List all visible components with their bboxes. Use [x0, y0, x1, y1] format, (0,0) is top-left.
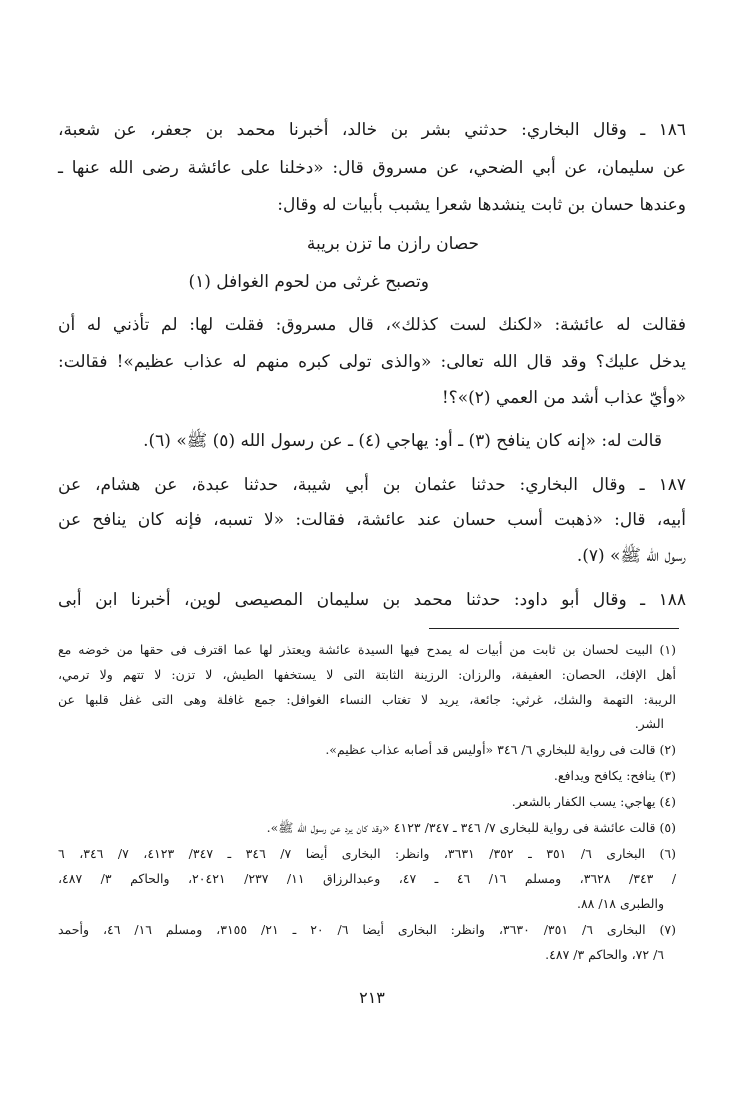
verse-line-2: وتصبح غرثى من لحوم الغوافل (١)	[188, 272, 429, 292]
footnote-3: (٣) ينافح: يكافح ويدافع.	[553, 768, 676, 783]
footnote-1-line-2: أهل الإفك، الحصان: العفيفة، والرزان: الرزينة الثابتة التى لا يستخفها الطيش، لا تزن: لا تتهم ولا ترمي،	[58, 667, 676, 682]
footnote-4: (٤) يهاجي: يسب الكفار بالشعر.	[511, 794, 676, 809]
footnote-divider	[429, 628, 679, 629]
footnote-2: (٢) قالت فى رواية للبخاري ٦/ ٣٤٦ «أوليس قد أصابه عذاب عظيم».	[325, 742, 676, 757]
hadith-186-line-2: عن سليمان، عن أبي الضحي، عن مسروق قال: «دخلنا على عائشة رضى الله عنها ـ	[58, 158, 686, 178]
verse-line-1: حصان رازن ما تزن بريبة	[306, 234, 479, 254]
hadith-186-cont-line-3: «وأيّ عذاب أشد من العمي (٢)»؟!	[441, 388, 686, 408]
footnote-1-line-4: الشر.	[634, 716, 664, 731]
footnote-6-line-1: (٦) البخارى ٦/ ٣٥١ ـ ٣٥٢/ ٣٦٣١، وانظر: البخارى أيضا ٧/ ٣٤٦ ـ ٣٤٧/ ٤١٢٣، ٧/ ٣٤٦، ٦	[58, 846, 677, 861]
footnote-1-line-1: (١) البيت لحسان بن ثابت من أبيات له يمدح فيها السيدة عائشة ويعتذر لها عما اقترف فى حقها من خوضه مع	[58, 642, 676, 657]
hadith-186-cont-line-2: يدخل عليك؟ وقد قال الله تعالى: «والذى تولى كبره منهم له عذاب عظيم»! فقالت:	[58, 352, 686, 372]
footnote-7-line-2: ٦/ ٧٢، والحاكم ٣/ ٤٨٧.	[545, 947, 664, 962]
hadith-186-cont-line-4: قالت له: «إنه كان ينافح (٣) ـ أو: يهاجي (٤) ـ عن رسول الله (٥) ﷺ» (٦).	[143, 431, 662, 451]
footnote-6-line-3: والطبرى ١٨/ ٨٨.	[576, 896, 664, 911]
hadith-187-line-2: أبيه، قال: «ذهبت أسب حسان عند عائشة، فقالت: «لا تسبه، فإنه كان ينافح عن	[58, 510, 686, 530]
hadith-186-cont-line-1: فقالت له عائشة: «لكنك لست كذلك»، قال مسروق: فقلت لها: لم تأذني له أن	[58, 315, 686, 335]
page-number: ٢١٣	[359, 988, 385, 1007]
footnote-5: (٥) قالت عائشة فى رواية للبخارى ٧/ ٣٤٦ ـ ٣٤٧/ ٤١٢٣ «وقد كان يرد عن رسول الله ﷺ».	[266, 820, 676, 835]
footnote-1-line-3: الريبة: التهمة والشك، غرثي: جائعة، يريد لا تغتاب النساء الغوافل: جمع غافلة وهى التى غفل قلبها عن	[58, 692, 676, 707]
hadith-186-line-3: وعندها حسان بن ثابت ينشدها شعرا يشبب بأبيات له وقال:	[277, 195, 686, 215]
hadith-187-line-1: ١٨٧ ـ وقال البخاري: حدثنا عثمان بن أبي شيبة، حدثنا عبدة، عن هشام، عن	[58, 475, 686, 495]
hadith-187-line-3: رسول الله ﷺ» (٧).	[576, 546, 686, 566]
footnote-7-line-1: (٧) البخارى ٦/ ٣٥١/ ٣٦٣٠، وانظر: البخارى أيضا ٦/ ٢٠ ـ ٢١/ ٣١٥٥، ومسلم ١٦/ ٤٦، وأحمد	[58, 922, 677, 937]
footnote-6-line-2: / ٣٤٣/ ٣٦٢٨، ومسلم ١٦/ ٤٦ ـ ٤٧، وعبدالرزاق ١١/ ٢٣٧/ ٢٠٤٢١، والحاكم ٣/ ٤٨٧،	[58, 871, 677, 886]
hadith-188-line-1: ١٨٨ ـ وقال أبو داود: حدثنا محمد بن سليمان المصيصى لوين، أخبرنا ابن أبى	[58, 590, 686, 610]
hadith-186-line-1: ١٨٦ ـ وقال البخاري: حدثني بشر بن خالد، أخبرنا محمد بن جعفر، عن شعبة،	[58, 120, 686, 140]
